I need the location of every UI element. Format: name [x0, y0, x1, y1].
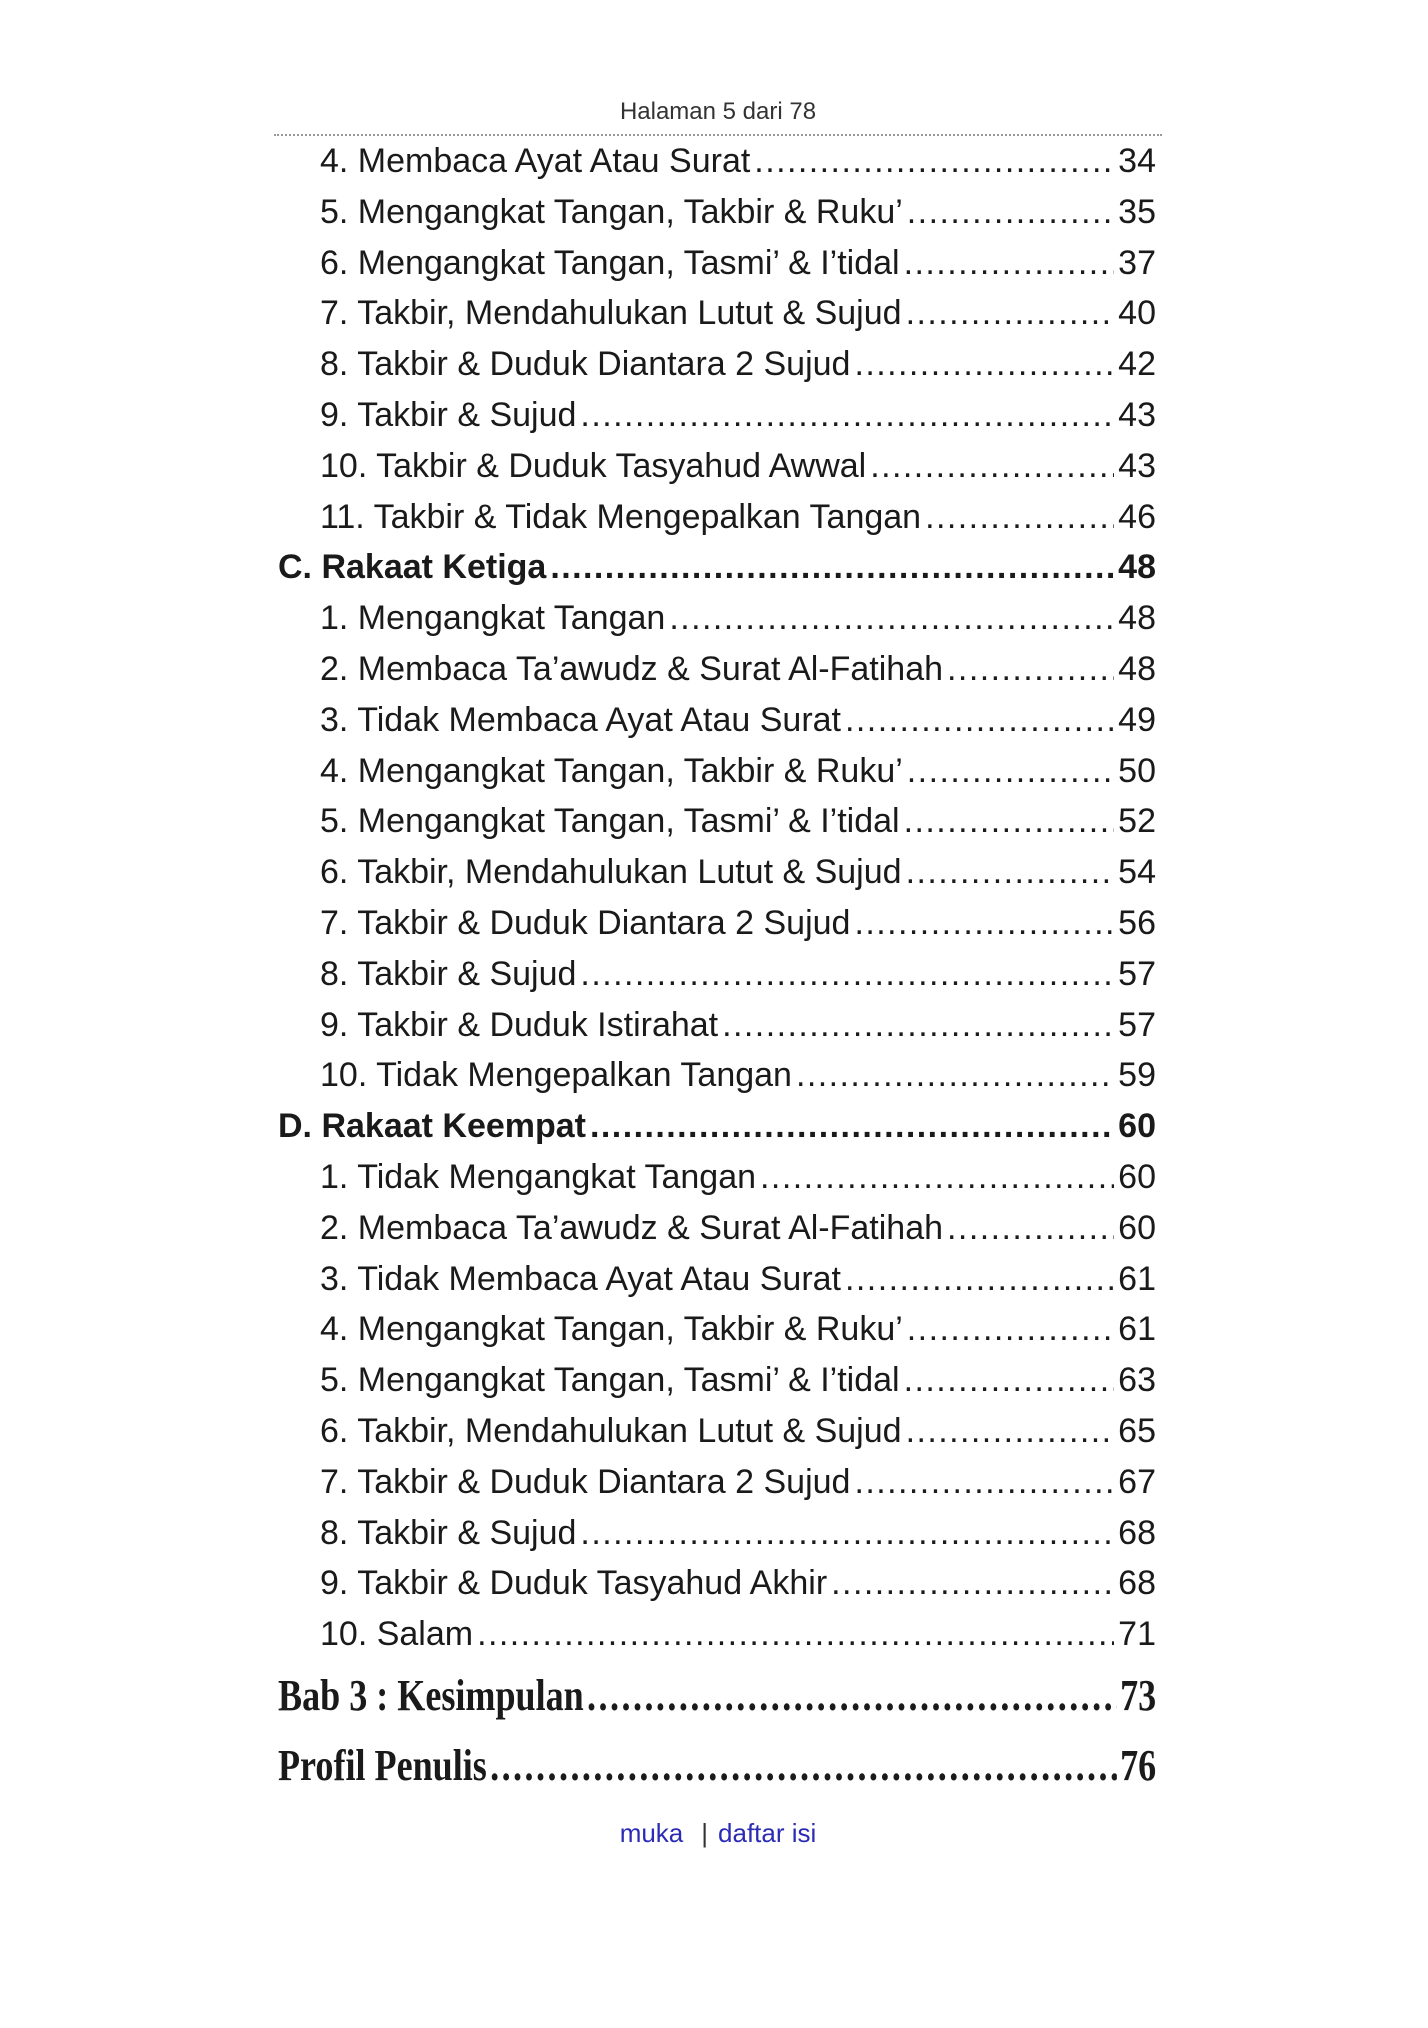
toc-leader-dots	[907, 752, 1114, 791]
toc-entry-label: 2. Membaca Ta’awudz & Surat Al-Fatihah	[320, 1208, 944, 1247]
toc-entry-label: 9. Takbir & Duduk Istirahat	[320, 1005, 719, 1044]
toc-item-row[interactable]	[278, 193, 1156, 244]
toc-leader-dots	[907, 193, 1114, 232]
toc-leader-dots	[854, 904, 1114, 943]
toc-item-row[interactable]	[278, 955, 1156, 1006]
toc-section-row[interactable]	[278, 548, 1156, 599]
toc-leader-dots	[845, 701, 1114, 740]
toc-leader-dots	[590, 1107, 1114, 1146]
toc-entry-page: 60	[1118, 1208, 1156, 1247]
toc-leader-dots	[796, 1056, 1114, 1095]
toc-leader-dots	[854, 1463, 1114, 1502]
toc-leader-dots	[904, 802, 1115, 841]
toc-leader-dots	[947, 1209, 1114, 1248]
toc-entry-page: 63	[1118, 1361, 1156, 1400]
toc-entry-page: 67	[1118, 1462, 1156, 1501]
toc-leader-dots	[587, 1670, 1117, 1721]
toc-leader-dots	[831, 1564, 1114, 1603]
toc-entry-label: 9. Takbir & Duduk Tasyahud Akhir	[320, 1564, 828, 1603]
toc-entry-page: 48	[1118, 548, 1156, 587]
toc-item-row[interactable]	[278, 904, 1156, 955]
toc-entry-label: 10. Tidak Mengepalkan Tangan	[320, 1056, 792, 1095]
toc-leader-dots	[870, 447, 1114, 486]
toc-item-row[interactable]	[278, 1514, 1156, 1565]
toc-entry-page: 48	[1118, 649, 1156, 688]
toc-leader-dots	[490, 1740, 1117, 1791]
toc-item-row[interactable]	[278, 1412, 1156, 1463]
toc-item-row[interactable]	[278, 701, 1156, 752]
toc-leader-dots	[760, 1158, 1114, 1197]
toc-leader-dots	[754, 142, 1114, 181]
footer-navigation	[274, 1818, 1162, 1849]
toc-leader-dots	[907, 1310, 1114, 1349]
toc-entry-label: 7. Takbir & Duduk Diantara 2 Sujud	[320, 903, 851, 942]
toc-entry-label: 10. Salam	[320, 1615, 474, 1654]
toc-entry-page: 57	[1118, 1005, 1156, 1044]
toc-item-row[interactable]	[278, 498, 1156, 549]
table-of-contents	[278, 142, 1156, 1666]
toc-entry-page: 37	[1118, 243, 1156, 282]
toc-entry-page: 43	[1118, 446, 1156, 485]
toc-leader-dots	[669, 599, 1114, 638]
toc-entry-label: 8. Takbir & Duduk Diantara 2 Sujud	[320, 345, 851, 384]
toc-leader-dots	[845, 1260, 1114, 1299]
toc-leader-dots	[854, 345, 1114, 384]
nav-separator: |	[701, 1818, 709, 1848]
toc-entry-page: 61	[1118, 1310, 1156, 1349]
toc-item-row[interactable]	[278, 1006, 1156, 1057]
cover-link[interactable]: muka	[619, 1818, 684, 1848]
toc-entry-page: 54	[1118, 853, 1156, 892]
toc-item-row[interactable]	[278, 802, 1156, 853]
toc-entry-label: 5. Mengangkat Tangan, Tasmi’ & I’tidal	[320, 1361, 900, 1400]
toc-chapter-label: Bab 3 : Kesimpulan	[278, 1671, 584, 1720]
toc-item-row[interactable]	[278, 752, 1156, 803]
toc-leader-dots	[550, 548, 1114, 587]
toc-chapter-label: Profil Penulis	[278, 1741, 487, 1790]
toc-entry-page: 52	[1118, 802, 1156, 841]
toc-entry-label: 6. Takbir, Mendahulukan Lutut & Sujud	[320, 853, 902, 892]
toc-entry-page: 46	[1118, 497, 1156, 536]
toc-leader-dots	[580, 1514, 1114, 1553]
toc-entry-page: 50	[1118, 751, 1156, 790]
toc-entry-label: 5. Mengangkat Tangan, Tasmi’ & I’tidal	[320, 802, 900, 841]
toc-entry-page: 68	[1118, 1564, 1156, 1603]
toc-entry-page: 49	[1118, 700, 1156, 739]
toc-entry-label: C. Rakaat Ketiga	[278, 548, 547, 587]
toc-entry-page: 42	[1118, 345, 1156, 384]
toc-item-row[interactable]	[278, 447, 1156, 498]
toc-entry-label: D. Rakaat Keempat	[278, 1107, 587, 1146]
toc-entry-label: 8. Takbir & Sujud	[320, 1513, 577, 1552]
toc-entry-page: 61	[1118, 1259, 1156, 1298]
toc-leader-dots	[722, 1006, 1114, 1045]
toc-item-row[interactable]	[278, 1463, 1156, 1514]
toc-entry-page: 48	[1118, 599, 1156, 638]
toc-leader-dots	[477, 1615, 1114, 1654]
toc-entry-page: 34	[1118, 142, 1156, 180]
toc-entry-label: 1. Mengangkat Tangan	[320, 599, 666, 638]
toc-item-row[interactable]	[278, 650, 1156, 701]
toc-leader-dots	[580, 955, 1114, 994]
toc-entry-page: 59	[1118, 1056, 1156, 1095]
toc-entry-label: 2. Membaca Ta’awudz & Surat Al-Fatihah	[320, 649, 944, 688]
toc-entry-label: 4. Mengangkat Tangan, Takbir & Ruku’	[320, 1310, 903, 1349]
toc-entry-page: 71	[1118, 1615, 1156, 1654]
toc-entry-page: 65	[1118, 1411, 1156, 1450]
toc-entry-label: 7. Takbir & Duduk Diantara 2 Sujud	[320, 1462, 851, 1501]
toc-leader-dots	[580, 396, 1114, 435]
toc-item-row[interactable]	[278, 853, 1156, 904]
page-indicator: Halaman 5 dari 78	[619, 98, 817, 125]
toc-entry-label: 6. Mengangkat Tangan, Tasmi’ & I’tidal	[320, 243, 900, 282]
toc-entry-label: 6. Takbir, Mendahulukan Lutut & Sujud	[320, 1411, 902, 1450]
toc-entry-label: 3. Tidak Membaca Ayat Atau Surat	[320, 1259, 842, 1298]
toc-chapter-page: 73	[1120, 1671, 1157, 1720]
toc-item-row[interactable]	[278, 1361, 1156, 1412]
toc-chapter-kesimpulan[interactable]	[278, 1670, 1156, 1721]
toc-entry-page: 57	[1118, 954, 1156, 993]
toc-item-row[interactable]	[278, 396, 1156, 447]
header-divider	[274, 134, 1162, 136]
toc-leader-dots	[906, 1412, 1115, 1451]
toc-entry-label: 10. Takbir & Duduk Tasyahud Awwal	[320, 446, 867, 485]
toc-item-row[interactable]	[278, 1310, 1156, 1361]
toc-leader-dots	[906, 294, 1115, 333]
toc-entry-label: 8. Takbir & Sujud	[320, 954, 577, 993]
toc-entry-page: 56	[1118, 903, 1156, 942]
toc-item-row[interactable]	[278, 1615, 1156, 1666]
toc-leader-dots	[925, 498, 1114, 537]
toc-entry-page: 40	[1118, 294, 1156, 333]
toc-item-row[interactable]	[278, 1260, 1156, 1311]
toc-section-row[interactable]	[278, 1107, 1156, 1158]
toc-item-row[interactable]	[278, 294, 1156, 345]
toc-item-row[interactable]	[278, 1564, 1156, 1615]
toc-entry-page: 60	[1118, 1157, 1156, 1196]
toc-entry-page: 43	[1118, 395, 1156, 434]
toc-leader-dots	[947, 650, 1114, 689]
toc-leader-dots	[906, 853, 1115, 892]
toc-item-row[interactable]	[278, 345, 1156, 396]
toc-item-row[interactable]	[278, 1158, 1156, 1209]
toc-item-row[interactable]	[278, 1056, 1156, 1107]
toc-entry-label: 5. Mengangkat Tangan, Takbir & Ruku’	[320, 192, 903, 231]
toc-leader-dots	[904, 244, 1115, 283]
toc-entry-label: 1. Tidak Mengangkat Tangan	[320, 1157, 757, 1196]
toc-entry-page: 60	[1118, 1107, 1156, 1146]
toc-entry-label: 4. Mengangkat Tangan, Takbir & Ruku’	[320, 751, 903, 790]
toc-item-row[interactable]	[278, 244, 1156, 295]
toc-entry-label: 7. Takbir, Mendahulukan Lutut & Sujud	[320, 294, 902, 333]
toc-chapter-page: 76	[1120, 1741, 1157, 1790]
toc-entry-page: 68	[1118, 1513, 1156, 1552]
toc-leader-dots	[904, 1361, 1115, 1400]
toc-chapter-profil-penulis[interactable]	[278, 1740, 1156, 1791]
toc-link[interactable]: daftar isi	[718, 1818, 817, 1848]
toc-entry-label: 3. Tidak Membaca Ayat Atau Surat	[320, 700, 842, 739]
toc-item-row[interactable]	[278, 599, 1156, 650]
toc-entry-page: 35	[1118, 192, 1156, 231]
toc-item-row[interactable]	[278, 1209, 1156, 1260]
toc-item-row[interactable]	[278, 142, 1156, 193]
toc-entry-label: 4. Membaca Ayat Atau Surat	[320, 142, 751, 180]
toc-entry-label: 9. Takbir & Sujud	[320, 395, 577, 434]
toc-entry-label: 11. Takbir & Tidak Mengepalkan Tangan	[320, 497, 922, 536]
